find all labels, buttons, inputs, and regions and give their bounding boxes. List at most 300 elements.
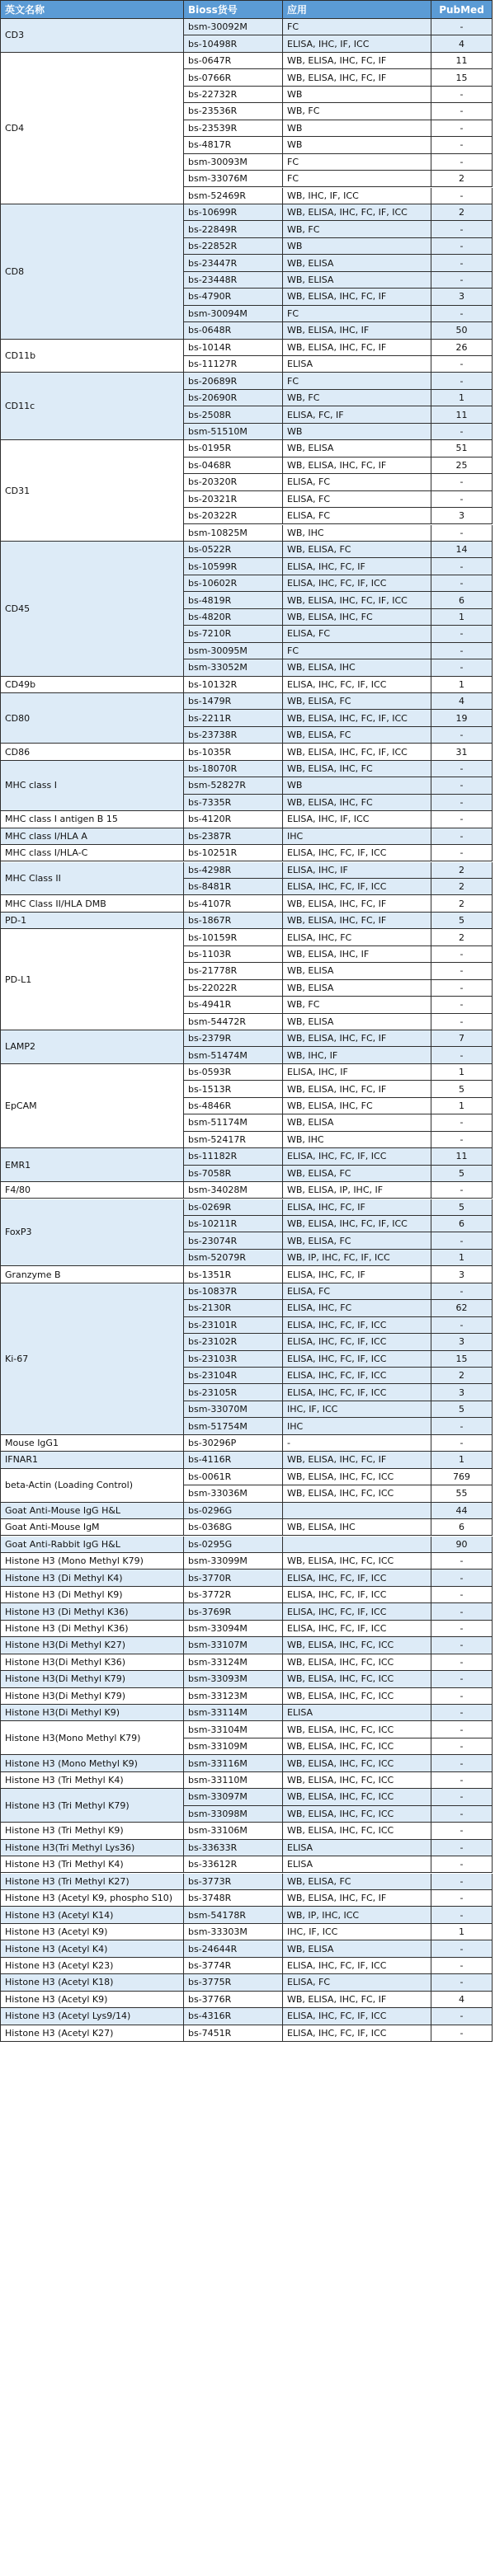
catalog-number-cell: bsm-33036M <box>184 1485 283 1502</box>
application-cell: IHC <box>283 1418 431 1434</box>
antigen-name-cell: CD11b <box>1 340 184 373</box>
catalog-number-cell: bsm-52469R <box>184 188 283 204</box>
pubmed-count-cell: - <box>431 491 493 508</box>
antigen-name-cell: Histone H3(Di Methyl K9) <box>1 1705 184 1721</box>
application-cell: WB, ELISA, IHC, FC, ICC <box>283 1637 431 1654</box>
pubmed-count-cell: - <box>431 1435 493 1452</box>
catalog-number-cell: bs-3775R <box>184 1974 283 1991</box>
antigen-name-cell: CD80 <box>1 693 184 744</box>
application-cell: ELISA, IHC, FC, IF, ICC <box>283 1334 431 1350</box>
application-cell: WB, FC <box>283 997 431 1013</box>
catalog-number-cell: bs-20322R <box>184 508 283 524</box>
catalog-number-cell: bs-3773R <box>184 1874 283 1890</box>
catalog-number-cell: bs-10602R <box>184 575 283 592</box>
pubmed-count-cell: - <box>431 1317 493 1334</box>
pubmed-count-cell: - <box>431 1621 493 1637</box>
catalog-number-cell: bs-0061R <box>184 1469 283 1485</box>
catalog-number-cell: bsm-51174M <box>184 1114 283 1131</box>
catalog-number-cell: bsm-33109M <box>184 1738 283 1755</box>
application-cell: WB, ELISA, IHC, FC, IF, ICC <box>283 710 431 726</box>
pubmed-count-cell: - <box>431 188 493 204</box>
antigen-name-cell: Goat Anti-Mouse IgG H&L <box>1 1503 184 1519</box>
application-cell: WB, ELISA, IHC <box>283 1519 431 1536</box>
pubmed-count-cell: 4 <box>431 693 493 710</box>
pubmed-count-cell: - <box>431 828 493 845</box>
catalog-number-cell: bs-10599R <box>184 558 283 575</box>
catalog-number-cell: bsm-33123M <box>184 1688 283 1705</box>
antigen-name-cell: Histone H3 (Acetyl K14) <box>1 1907 184 1923</box>
pubmed-count-cell: - <box>431 1570 493 1586</box>
application-cell: WB, ELISA <box>283 255 431 271</box>
pubmed-count-cell: - <box>431 963 493 979</box>
application-cell <box>283 1537 431 1553</box>
pubmed-count-cell: - <box>431 1283 493 1300</box>
catalog-number-cell: bs-2130R <box>184 1300 283 1316</box>
pubmed-count-cell: - <box>431 1890 493 1907</box>
catalog-number-cell: bs-4817R <box>184 137 283 153</box>
application-cell: ELISA, IHC, FC, IF, ICC <box>283 2008 431 2025</box>
pubmed-count-cell: - <box>431 2025 493 2042</box>
antigen-name-cell: CD86 <box>1 744 184 760</box>
catalog-number-cell: bs-23539R <box>184 120 283 137</box>
antigen-name-cell: Histone H3 (Tri Methyl K27) <box>1 1874 184 1890</box>
application-cell: WB, ELISA <box>283 1014 431 1030</box>
application-cell: IHC <box>283 828 431 845</box>
antigen-name-cell: MHC Class II <box>1 862 184 896</box>
pubmed-count-cell: - <box>431 474 493 490</box>
catalog-number-cell: bs-1867R <box>184 913 283 929</box>
application-cell: ELISA <box>283 1705 431 1721</box>
antigen-name-cell: Histone H3(Di Methyl K36) <box>1 1654 184 1671</box>
pubmed-count-cell: - <box>431 1940 493 1957</box>
pubmed-count-cell: - <box>431 811 493 828</box>
pubmed-count-cell: 11 <box>431 53 493 69</box>
catalog-number-cell: bs-18070R <box>184 761 283 777</box>
pubmed-count-cell: - <box>431 1721 493 1738</box>
catalog-number-cell: bs-1014R <box>184 340 283 356</box>
catalog-number-cell: bs-20321R <box>184 491 283 508</box>
catalog-number-cell: bsm-33107M <box>184 1637 283 1654</box>
catalog-number-cell: bs-20689R <box>184 373 283 389</box>
catalog-number-cell: bsm-33052M <box>184 659 283 676</box>
application-cell: WB, ELISA, FC <box>283 727 431 744</box>
column-header-name: 英文名称 <box>1 1 184 19</box>
pubmed-count-cell: - <box>431 1958 493 1974</box>
catalog-number-cell: bs-4120R <box>184 811 283 828</box>
catalog-number-cell: bs-23104R <box>184 1368 283 1384</box>
antigen-name-cell: Histone H3 (Acetyl K27) <box>1 2025 184 2042</box>
pubmed-count-cell: 3 <box>431 1384 493 1401</box>
pubmed-count-cell: - <box>431 1806 493 1823</box>
application-cell: WB, ELISA, IHC, IF <box>283 322 431 339</box>
application-cell: ELISA, IHC, FC, IF <box>283 1199 431 1216</box>
catalog-number-cell: bsm-33106M <box>184 1823 283 1839</box>
application-cell: WB, ELISA, IHC, FC, ICC <box>283 1721 431 1738</box>
application-cell: FC <box>283 643 431 659</box>
pubmed-count-cell: - <box>431 424 493 440</box>
application-cell: IHC, IF, ICC <box>283 1924 431 1940</box>
application-cell: ELISA, IHC, FC <box>283 929 431 945</box>
antigen-name-cell: EpCAM <box>1 1064 184 1148</box>
pubmed-count-cell: 6 <box>431 1519 493 1536</box>
catalog-number-cell: bs-20320R <box>184 474 283 490</box>
antigen-name-cell: beta-Actin (Loading Control) <box>1 1469 184 1503</box>
application-cell: ELISA, IHC, IF, ICC <box>283 811 431 828</box>
application-cell: WB, ELISA, IHC, FC, ICC <box>283 1738 431 1755</box>
application-cell: WB, ELISA, IHC, FC, IF <box>283 1992 431 2008</box>
antigen-name-cell: FoxP3 <box>1 1199 184 1267</box>
catalog-number-cell: bs-30296P <box>184 1435 283 1452</box>
pubmed-count-cell: - <box>431 373 493 389</box>
application-cell: WB, ELISA <box>283 1114 431 1131</box>
catalog-number-cell: bs-0522R <box>184 542 283 558</box>
pubmed-count-cell: - <box>431 1132 493 1148</box>
pubmed-count-cell: - <box>431 1114 493 1131</box>
application-cell: WB, ELISA, FC <box>283 1166 431 1182</box>
pubmed-count-cell: - <box>431 1789 493 1805</box>
pubmed-count-cell: - <box>431 272 493 289</box>
application-cell: WB, ELISA, FC <box>283 542 431 558</box>
catalog-number-cell: bs-23738R <box>184 727 283 744</box>
application-cell: ELISA, IHC, FC, IF <box>283 1266 431 1283</box>
pubmed-count-cell: 5 <box>431 1199 493 1216</box>
antigen-name-cell: PD-L1 <box>1 929 184 1030</box>
catalog-number-cell: bs-8481R <box>184 879 283 895</box>
catalog-number-cell: bs-1035R <box>184 744 283 760</box>
pubmed-count-cell: 5 <box>431 1166 493 1182</box>
catalog-number-cell: bs-22849R <box>184 221 283 237</box>
pubmed-count-cell: 2 <box>431 204 493 221</box>
application-cell: WB, ELISA, IHC, FC, IF <box>283 1030 431 1047</box>
pubmed-count-cell: 3 <box>431 508 493 524</box>
pubmed-count-cell: 19 <box>431 710 493 726</box>
application-cell: ELISA, IHC, FC, IF, ICC <box>283 1368 431 1384</box>
antigen-name-cell: Goat Anti-Rabbit IgG H&L <box>1 1537 184 1553</box>
application-cell: ELISA, IHC, FC, IF, ICC <box>283 1570 431 1586</box>
catalog-number-cell: bsm-33116M <box>184 1755 283 1771</box>
application-cell: WB, FC <box>283 390 431 406</box>
catalog-number-cell: bsm-34028M <box>184 1182 283 1199</box>
catalog-number-cell: bs-22732R <box>184 87 283 103</box>
pubmed-count-cell: - <box>431 525 493 542</box>
application-cell: WB, ELISA, IHC, FC, ICC <box>283 1485 431 1502</box>
catalog-number-cell: bs-23074R <box>184 1232 283 1249</box>
pubmed-count-cell: - <box>431 643 493 659</box>
catalog-number-cell: bs-3772R <box>184 1587 283 1603</box>
pubmed-count-cell: - <box>431 221 493 237</box>
catalog-number-cell: bs-3776R <box>184 1992 283 2008</box>
catalog-number-cell: bs-20690R <box>184 390 283 406</box>
pubmed-count-cell: - <box>431 255 493 271</box>
antigen-name-cell: CD49b <box>1 677 184 693</box>
application-cell: FC <box>283 171 431 187</box>
pubmed-count-cell: 1 <box>431 1250 493 1266</box>
pubmed-count-cell: - <box>431 777 493 794</box>
catalog-number-cell: bs-0468R <box>184 457 283 474</box>
pubmed-count-cell: 2 <box>431 1368 493 1384</box>
application-cell: ELISA, IHC, FC <box>283 1300 431 1316</box>
application-cell: WB, ELISA <box>283 963 431 979</box>
catalog-number-cell: bs-22022R <box>184 980 283 997</box>
catalog-number-cell: bs-21778R <box>184 963 283 979</box>
application-cell: WB, ELISA, IHC, FC <box>283 1098 431 1114</box>
application-cell: WB, ELISA, IHC, FC, ICC <box>283 1806 431 1823</box>
application-cell: WB, ELISA, IP, IHC, IF <box>283 1182 431 1199</box>
catalog-number-cell: bsm-54472R <box>184 1014 283 1030</box>
pubmed-count-cell: - <box>431 1671 493 1687</box>
pubmed-count-cell: 1 <box>431 1098 493 1114</box>
pubmed-count-cell: 14 <box>431 542 493 558</box>
pubmed-count-cell: 51 <box>431 440 493 457</box>
catalog-number-cell: bs-24644R <box>184 1940 283 1957</box>
catalog-number-cell: bs-0269R <box>184 1199 283 1216</box>
antigen-name-cell: MHC class I/HLA A <box>1 828 184 845</box>
catalog-number-cell: bs-23536R <box>184 103 283 120</box>
catalog-number-cell: bsm-30093M <box>184 154 283 171</box>
catalog-number-cell: bs-23447R <box>184 255 283 271</box>
pubmed-count-cell: - <box>431 19 493 35</box>
catalog-number-cell: bs-22852R <box>184 238 283 255</box>
pubmed-count-cell: - <box>431 1907 493 1923</box>
antigen-name-cell: Histone H3 (Di Methyl K36) <box>1 1603 184 1620</box>
catalog-number-cell: bsm-52417R <box>184 1132 283 1148</box>
catalog-number-cell: bsm-30095M <box>184 643 283 659</box>
catalog-number-cell: bs-4316R <box>184 2008 283 2025</box>
catalog-number-cell: bs-0648R <box>184 322 283 339</box>
antigen-name-cell: IFNAR1 <box>1 1452 184 1468</box>
antigen-name-cell: Histone H3 (Acetyl K4) <box>1 1940 184 1957</box>
pubmed-count-cell: - <box>431 1772 493 1789</box>
application-cell: ELISA, IHC, FC, IF, ICC <box>283 1148 431 1165</box>
column-header-application: 应用 <box>283 1 431 19</box>
catalog-number-cell: bs-10159R <box>184 929 283 945</box>
pubmed-count-cell: - <box>431 946 493 963</box>
catalog-number-cell: bs-10132R <box>184 677 283 693</box>
application-cell: IHC, IF, ICC <box>283 1401 431 1418</box>
application-cell: WB, IHC <box>283 1132 431 1148</box>
antigen-name-cell: Granzyme B <box>1 1266 184 1283</box>
pubmed-count-cell: 3 <box>431 289 493 305</box>
application-cell: WB, ELISA, IHC, FC, ICC <box>283 1688 431 1705</box>
antigen-name-cell: Ki-67 <box>1 1283 184 1435</box>
application-cell: WB, ELISA, IHC, IF <box>283 946 431 963</box>
antigen-name-cell: Histone H3 (Di Methyl K9) <box>1 1587 184 1603</box>
antigen-name-cell: CD8 <box>1 204 184 340</box>
pubmed-count-cell: 31 <box>431 744 493 760</box>
application-cell: ELISA, FC <box>283 508 431 524</box>
catalog-number-cell: bsm-33303M <box>184 1924 283 1940</box>
catalog-number-cell: bs-11182R <box>184 1148 283 1165</box>
application-cell: WB, ELISA, IHC, FC <box>283 795 431 811</box>
catalog-number-cell: bs-4107R <box>184 895 283 912</box>
pubmed-count-cell: 26 <box>431 340 493 356</box>
application-cell: WB, ELISA, IHC, FC, IF <box>283 895 431 912</box>
application-cell: WB, ELISA, IHC, FC, ICC <box>283 1772 431 1789</box>
application-cell: WB, ELISA, IHC, FC, IF <box>283 457 431 474</box>
application-cell: ELISA, FC <box>283 626 431 642</box>
pubmed-count-cell: - <box>431 306 493 322</box>
catalog-number-cell: bs-0295G <box>184 1537 283 1553</box>
antigen-name-cell: LAMP2 <box>1 1030 184 1064</box>
application-cell: ELISA, IHC, FC, IF, ICC <box>283 879 431 895</box>
application-cell: ELISA, IHC, FC, IF, ICC <box>283 1384 431 1401</box>
catalog-number-cell: bs-0766R <box>184 69 283 86</box>
pubmed-count-cell: 15 <box>431 69 493 86</box>
application-cell: WB, ELISA, IHC, FC, ICC <box>283 1671 431 1687</box>
application-cell: WB, ELISA, IHC, FC, IF <box>283 1890 431 1907</box>
catalog-number-cell: bs-33612R <box>184 1856 283 1873</box>
pubmed-count-cell: - <box>431 1418 493 1434</box>
application-cell: ELISA, IHC, FC, IF, ICC <box>283 2025 431 2042</box>
pubmed-count-cell: - <box>431 575 493 592</box>
pubmed-count-cell: 55 <box>431 1485 493 1502</box>
catalog-number-cell: bs-2211R <box>184 710 283 726</box>
application-cell: WB, ELISA, IHC, FC, IF, ICC <box>283 744 431 760</box>
pubmed-count-cell: - <box>431 659 493 676</box>
application-cell: ELISA, IHC, FC, IF, ICC <box>283 1621 431 1637</box>
pubmed-count-cell: 6 <box>431 1216 493 1232</box>
application-cell: ELISA, IHC, FC, IF, ICC <box>283 845 431 861</box>
antigen-name-cell: Histone H3 (Acetyl K23) <box>1 1958 184 1974</box>
column-header-pubmed: PubMed <box>431 1 493 19</box>
catalog-number-cell: bs-0368G <box>184 1519 283 1536</box>
antigen-name-cell: Histone H3(Di Methyl K79) <box>1 1671 184 1687</box>
catalog-number-cell: bsm-51754M <box>184 1418 283 1434</box>
application-cell: ELISA <box>283 1840 431 1856</box>
application-cell: WB <box>283 424 431 440</box>
application-cell: ELISA, IHC, FC, IF, ICC <box>283 1351 431 1368</box>
application-cell: WB, ELISA <box>283 1940 431 1957</box>
pubmed-count-cell: - <box>431 558 493 575</box>
antigen-name-cell: F4/80 <box>1 1182 184 1199</box>
application-cell: WB <box>283 87 431 103</box>
catalog-number-cell: bs-0593R <box>184 1064 283 1081</box>
application-cell: WB, ELISA, IHC, FC, IF, ICC <box>283 204 431 221</box>
application-cell: ELISA, FC <box>283 491 431 508</box>
application-cell: ELISA, IHC, FC, IF <box>283 558 431 575</box>
catalog-number-cell: bs-33633R <box>184 1840 283 1856</box>
antigen-name-cell: Histone H3 (Tri Methyl K9) <box>1 1823 184 1839</box>
application-cell: WB, ELISA, IHC, FC, ICC <box>283 1654 431 1671</box>
application-cell: WB, ELISA, IHC, FC, ICC <box>283 1469 431 1485</box>
catalog-number-cell: bs-3769R <box>184 1603 283 1620</box>
pubmed-count-cell: - <box>431 1974 493 1991</box>
pubmed-count-cell: 1 <box>431 1924 493 1940</box>
antigen-name-cell: Goat Anti-Mouse IgM <box>1 1519 184 1536</box>
catalog-number-cell: bsm-10825M <box>184 525 283 542</box>
catalog-number-cell: bs-1351R <box>184 1266 283 1283</box>
catalog-number-cell: bs-3774R <box>184 1958 283 1974</box>
pubmed-count-cell: 90 <box>431 1537 493 1553</box>
pubmed-count-cell: 5 <box>431 1081 493 1097</box>
pubmed-count-cell: - <box>431 1705 493 1721</box>
antigen-name-cell: CD11c <box>1 373 184 440</box>
pubmed-count-cell: 44 <box>431 1503 493 1519</box>
antigen-name-cell: Histone H3 (Tri Methyl K79) <box>1 1789 184 1823</box>
antigen-name-cell: EMR1 <box>1 1148 184 1182</box>
pubmed-count-cell: - <box>431 1874 493 1890</box>
catalog-number-cell: bsm-33124M <box>184 1654 283 1671</box>
application-cell: WB, ELISA, IHC <box>283 659 431 676</box>
application-cell: WB, ELISA, IHC, FC, IF <box>283 340 431 356</box>
catalog-number-cell: bs-7335R <box>184 795 283 811</box>
pubmed-count-cell: - <box>431 356 493 373</box>
application-cell: ELISA, IHC, FC, IF, ICC <box>283 1587 431 1603</box>
pubmed-count-cell: - <box>431 980 493 997</box>
catalog-number-cell: bs-2379R <box>184 1030 283 1047</box>
antigen-name-cell: PD-1 <box>1 913 184 929</box>
antigen-name-cell: Histone H3 (Acetyl K9, phospho S10) <box>1 1890 184 1907</box>
catalog-number-cell: bs-4820R <box>184 609 283 626</box>
catalog-number-cell: bsm-33097M <box>184 1789 283 1805</box>
application-cell: WB, ELISA, IHC, FC, IF <box>283 69 431 86</box>
application-cell: WB, ELISA, IHC, FC, IF <box>283 289 431 305</box>
pubmed-count-cell: - <box>431 1232 493 1249</box>
catalog-number-cell: bs-10699R <box>184 204 283 221</box>
antigen-name-cell: MHC class I antigen B 15 <box>1 811 184 828</box>
application-cell: WB, ELISA, IHC, FC, ICC <box>283 1553 431 1570</box>
pubmed-count-cell: - <box>431 120 493 137</box>
catalog-number-cell: bs-10251R <box>184 845 283 861</box>
antigen-name-cell: Histone H3 (Tri Methyl K4) <box>1 1772 184 1789</box>
application-cell: ELISA <box>283 356 431 373</box>
application-cell: ELISA, IHC, IF <box>283 862 431 879</box>
pubmed-count-cell: - <box>431 845 493 861</box>
application-cell: ELISA, IHC, IF <box>283 1064 431 1081</box>
pubmed-count-cell: - <box>431 1637 493 1654</box>
pubmed-count-cell: 11 <box>431 1148 493 1165</box>
antigen-name-cell: Histone H3 (Mono Methyl K79) <box>1 1553 184 1570</box>
application-cell: FC <box>283 154 431 171</box>
pubmed-count-cell: 2 <box>431 929 493 945</box>
pubmed-count-cell: 1 <box>431 1064 493 1081</box>
catalog-number-cell: bsm-33104M <box>184 1721 283 1738</box>
catalog-number-cell: bs-2508R <box>184 406 283 423</box>
application-cell: WB, ELISA, FC <box>283 1874 431 1890</box>
catalog-number-cell: bsm-30094M <box>184 306 283 322</box>
pubmed-count-cell: 50 <box>431 322 493 339</box>
pubmed-count-cell: 7 <box>431 1030 493 1047</box>
catalog-number-cell: bs-4846R <box>184 1098 283 1114</box>
pubmed-count-cell: 5 <box>431 1401 493 1418</box>
pubmed-count-cell: 6 <box>431 592 493 608</box>
pubmed-count-cell: 3 <box>431 1334 493 1350</box>
catalog-number-cell: bs-23103R <box>184 1351 283 1368</box>
catalog-number-cell: bsm-33099M <box>184 1553 283 1570</box>
pubmed-count-cell: 769 <box>431 1469 493 1485</box>
application-cell: WB, ELISA <box>283 440 431 457</box>
pubmed-count-cell: - <box>431 1553 493 1570</box>
catalog-number-cell: bsm-51474M <box>184 1047 283 1063</box>
pubmed-count-cell: 1 <box>431 1452 493 1468</box>
pubmed-count-cell: - <box>431 238 493 255</box>
pubmed-count-cell: - <box>431 1603 493 1620</box>
catalog-number-cell: bsm-33110M <box>184 1772 283 1789</box>
application-cell: ELISA, IHC, FC, IF, ICC <box>283 575 431 592</box>
catalog-number-cell: bsm-33098M <box>184 1806 283 1823</box>
pubmed-count-cell: - <box>431 761 493 777</box>
catalog-number-cell: bs-2387R <box>184 828 283 845</box>
application-cell: WB, ELISA, IHC, FC, IF <box>283 1081 431 1097</box>
catalog-number-cell: bs-10211R <box>184 1216 283 1232</box>
pubmed-count-cell: 25 <box>431 457 493 474</box>
application-cell: ELISA, IHC, FC, IF, ICC <box>283 677 431 693</box>
catalog-number-cell: bsm-33076M <box>184 171 283 187</box>
catalog-number-cell: bs-4790R <box>184 289 283 305</box>
antigen-name-cell: Histone H3 (Acetyl K9) <box>1 1992 184 2008</box>
application-cell: FC <box>283 19 431 35</box>
antigen-name-cell: Histone H3 (Di Methyl K36) <box>1 1621 184 1637</box>
